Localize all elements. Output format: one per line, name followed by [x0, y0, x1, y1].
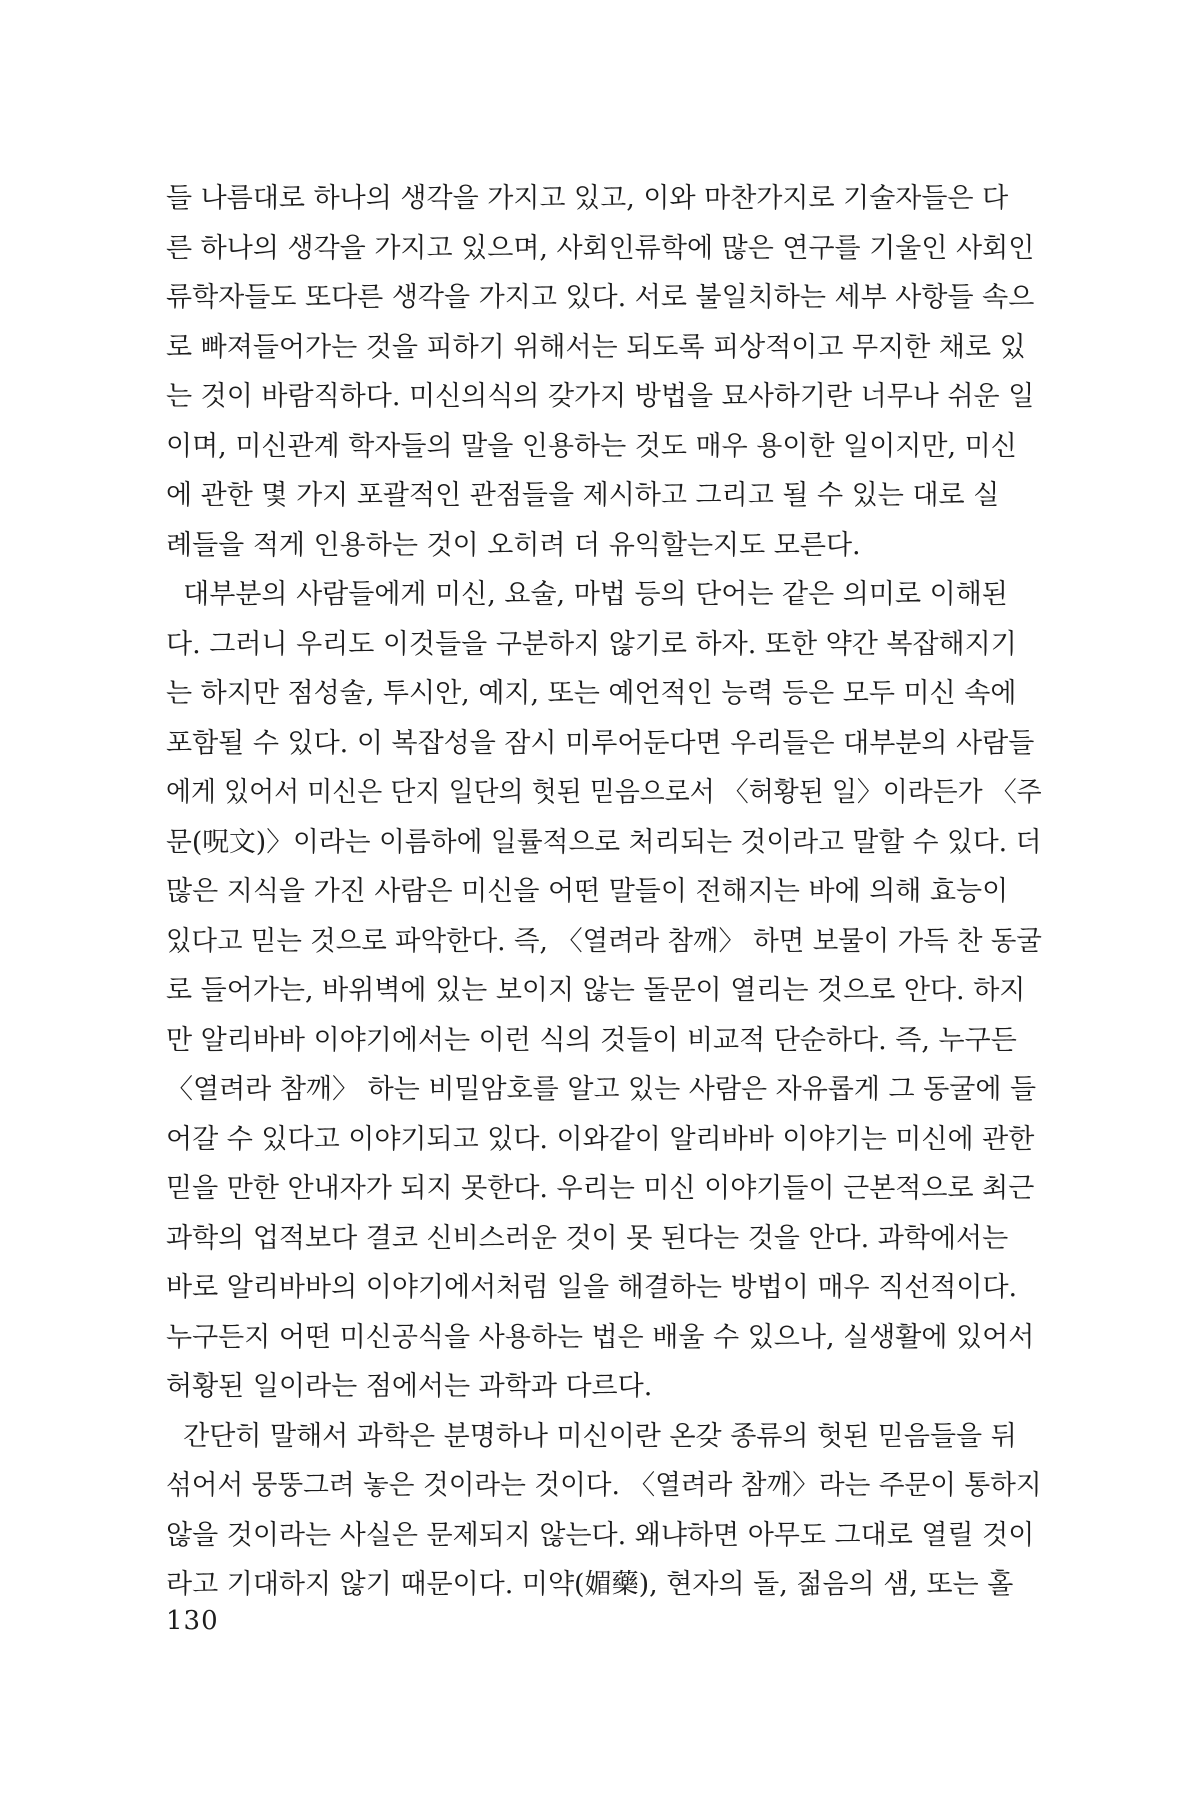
- text-line: 로 빠져들어가는 것을 피하기 위해서는 되도록 피상적이고 무지한 채로 있: [166, 331, 1026, 363]
- text-line: 허황된 일이라는 점에서는 과학과 다르다.: [166, 1371, 653, 1402]
- text-line: 어갈 수 있다고 이야기되고 있다. 이와같이 알리바바 이야기는 미신에 관한: [166, 1123, 1035, 1155]
- text-line: 만 알리바바 이야기에서는 이런 식의 것들이 비교적 단순하다. 즉, 누구든: [166, 1024, 1017, 1056]
- text-line: 류학자들도 또다른 생각을 가지고 있다. 서로 불일치하는 세부 사항들 속으: [166, 282, 1035, 313]
- text-line: 에게 있어서 미신은 단지 일단의 헛된 믿음으로서 〈허황된 일〉이라든가 〈주: [166, 777, 1042, 808]
- text-line: 례들을 적게 인용하는 것이 오히려 더 유익할는지도 모른다.: [166, 529, 861, 561]
- text-line: 포함될 수 있다. 이 복잡성을 잠시 미루어둔다면 우리들은 대부분의 사람들: [166, 727, 1035, 759]
- text-line: 라고 기대하지 않기 때문이다. 미약(媚藥), 현자의 돌, 젊음의 샘, 또는 홀: [166, 1569, 1014, 1600]
- text-line: 과학의 업적보다 결코 신비스러운 것이 못 된다는 것을 안다. 과학에서는: [166, 1222, 1009, 1254]
- text-line: 있다고 믿는 것으로 파악한다. 즉, 〈열려라 참깨〉 하면 보물이 가득 찬 동굴: [166, 925, 1042, 957]
- text-line: 다. 그러니 우리도 이것들을 구분하지 않기로 하자. 또한 약간 복잡해지기: [166, 628, 1017, 660]
- text-line: 섞어서 뭉뚱그려 놓은 것이라는 것이다. 〈열려라 참깨〉라는 주문이 통하지: [166, 1470, 1042, 1501]
- text-line: 에 관한 몇 가지 포괄적인 관점들을 제시하고 그리고 될 수 있는 대로 실: [166, 480, 1000, 511]
- body-text: [166, 174, 1042, 1610]
- text-line: 는 것이 바람직하다. 미신의식의 갖가지 방법을 묘사하기란 너무나 쉬운 일: [166, 381, 1035, 412]
- text-line: 믿을 만한 안내자가 되지 못한다. 우리는 미신 이야기들이 근본적으로 최근: [166, 1173, 1035, 1204]
- text-line: 는 하지만 점성술, 투시안, 예지, 또는 예언적인 능력 등은 모두 미신 속에: [166, 678, 1017, 709]
- text-line: 로 들어가는, 바위벽에 있는 보이지 않는 돌문이 열리는 것으로 안다. 하지: [166, 975, 1026, 1006]
- text-line: 바로 알리바바의 이야기에서처럼 일을 해결하는 방법이 매우 직선적이다.: [166, 1272, 1018, 1303]
- text-line: 않을 것이라는 사실은 문제되지 않는다. 왜냐하면 아무도 그대로 열릴 것이: [166, 1519, 1035, 1551]
- text-line: 〈열려라 참깨〉 하는 비밀암호를 알고 있는 사람은 자유롭게 그 동굴에 들: [166, 1074, 1037, 1105]
- text-line: 많은 지식을 가진 사람은 미신을 어떤 말들이 전해지는 바에 의해 효능이: [166, 876, 1009, 907]
- text-line: 들 나름대로 하나의 생각을 가지고 있고, 이와 마찬가지로 기술자들은 다: [166, 183, 1009, 214]
- text-line: 간단히 말해서 과학은 분명하나 미신이란 온갖 종류의 헛된 믿음들을 뒤: [166, 1420, 1017, 1452]
- text-line: 문(呪文)〉이라는 이름하에 일률적으로 처리되는 것이라고 말할 수 있다. 더: [166, 826, 1042, 858]
- text-line: 대부분의 사람들에게 미신, 요술, 마법 등의 단어는 같은 의미로 이해된: [166, 579, 1008, 610]
- text-line: 른 하나의 생각을 가지고 있으며, 사회인류학에 많은 연구를 기울인 사회인: [166, 232, 1035, 264]
- page-number: 130: [166, 1606, 219, 1636]
- text-line: 누구든지 어떤 미신공식을 사용하는 법은 배울 수 있으나, 실생활에 있어서: [166, 1321, 1035, 1353]
- text-line: 이며, 미신관계 학자들의 말을 인용하는 것도 매우 용이한 일이지만, 미신: [166, 430, 1017, 462]
